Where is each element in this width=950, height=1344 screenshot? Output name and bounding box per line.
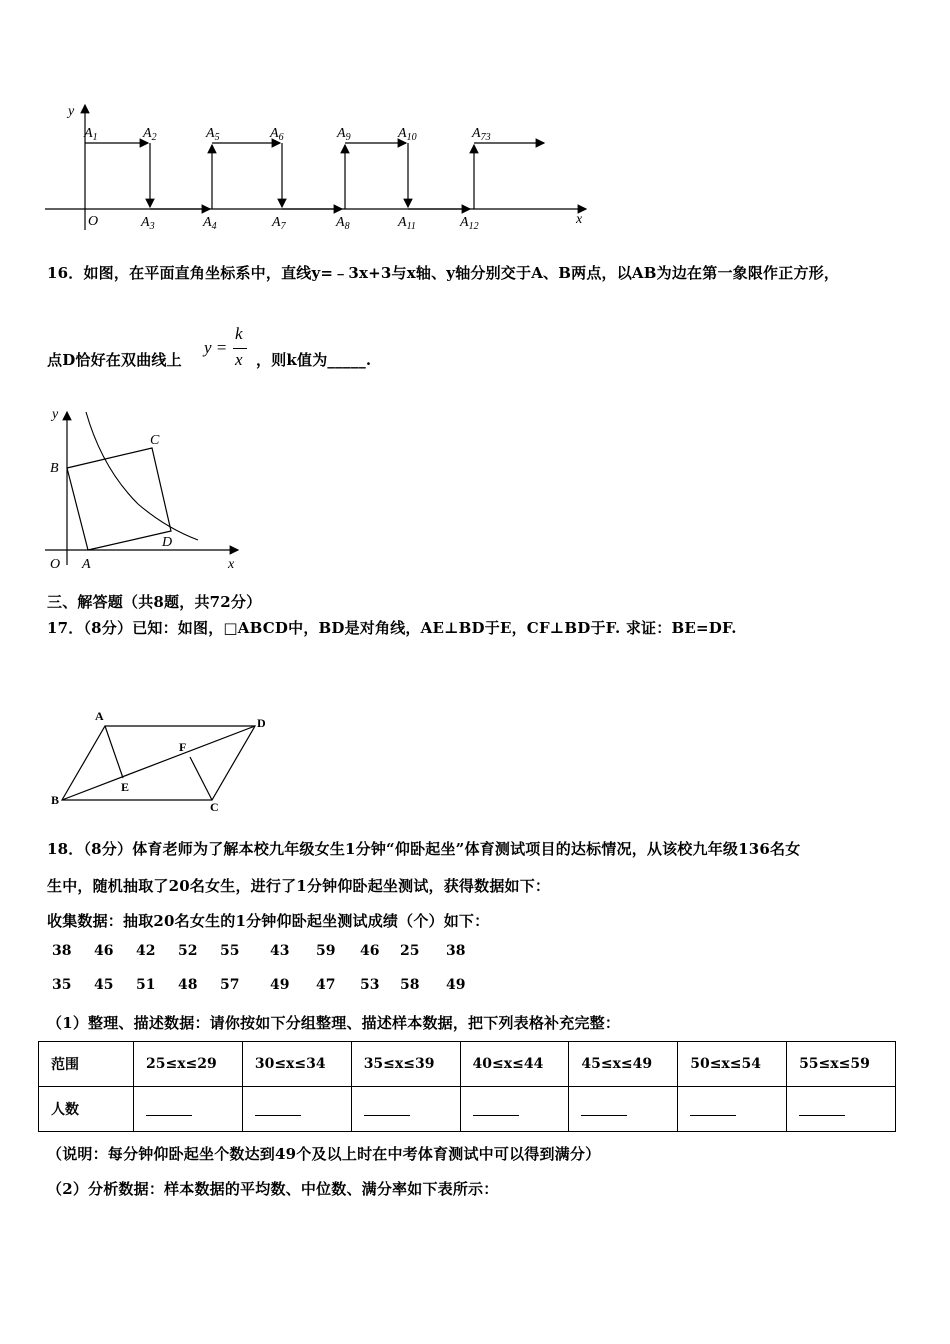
q18-line1: 18．（8分）体育老师为了解本校九年级女生1分钟“仰卧起坐”体育测试项目的达标情况，从该校九年级136名女 — [47, 840, 801, 858]
bottom-point-label: $A_{12}$ — [460, 215, 479, 232]
count-cell[interactable] — [569, 1087, 678, 1132]
count-cell[interactable] — [678, 1087, 787, 1132]
range-cell: 50≤x≤54 — [678, 1042, 787, 1087]
data-value: 38 — [446, 943, 466, 959]
formula-numerator: k — [235, 324, 243, 343]
data-value: 55 — [220, 943, 240, 959]
diagonal-bd — [62, 726, 255, 800]
answer-blank[interactable] — [473, 1103, 519, 1116]
top-point-label: $A_2$ — [143, 126, 157, 143]
data-value: 48 — [178, 977, 198, 993]
bottom-point-label: $A_7$ — [272, 215, 286, 232]
data-value: 53 — [360, 977, 380, 993]
bottom-point-label: $A_{11}$ — [398, 215, 416, 232]
top-point-label: $A_1$ — [84, 126, 98, 143]
data-value: 42 — [136, 943, 156, 959]
q16-line2-before: 点D恰好在双曲线上 — [47, 351, 182, 369]
data-value: 58 — [400, 977, 420, 993]
data-value: 52 — [178, 943, 198, 959]
table-row — [39, 1042, 896, 1087]
count-cell[interactable] — [460, 1087, 569, 1132]
data-value: 25 — [400, 943, 420, 959]
data-value: 46 — [360, 943, 380, 959]
table-row — [39, 1087, 896, 1132]
hyperbola-curve — [86, 412, 198, 540]
origin-label: O — [50, 557, 61, 572]
range-cell: 30≤x≤34 — [242, 1042, 351, 1087]
q16-formula — [204, 326, 252, 372]
data-value: 57 — [220, 977, 240, 993]
count-cell[interactable] — [134, 1087, 243, 1132]
formula-denominator: x — [235, 350, 243, 369]
answer-blank[interactable] — [364, 1103, 410, 1116]
point-d-label: D — [257, 716, 266, 730]
segment-ae — [105, 726, 123, 778]
point-e-label: E — [121, 780, 130, 794]
q16-line2-after: ，则k值为_____. — [256, 351, 372, 369]
data-value: 47 — [316, 977, 336, 993]
data-value: 35 — [52, 977, 72, 993]
range-cell: 25≤x≤29 — [134, 1042, 243, 1087]
data-value: 49 — [270, 977, 290, 993]
point-c-label: C — [210, 800, 219, 814]
figure-square-hyperbola — [40, 400, 250, 575]
point-b-label: B — [50, 461, 59, 476]
answer-blank[interactable] — [581, 1103, 627, 1116]
data-value: 46 — [94, 943, 114, 959]
range-cell: 55≤x≤59 — [787, 1042, 896, 1087]
range-cell: 45≤x≤49 — [569, 1042, 678, 1087]
bottom-point-label: $A_3$ — [141, 215, 155, 232]
q16-line1: 16．如图，在平面直角坐标系中，直线y=﹣3x+3与x轴、y轴分别交于A、B两点，以AB为边在第一象限作正方形， — [47, 264, 840, 282]
q18-line2: 生中，随机抽取了20名女生，进行了1分钟仰卧起坐测试，获得数据如下： — [47, 877, 551, 895]
answer-blank[interactable] — [690, 1103, 736, 1116]
table-head-label: 范围 — [39, 1042, 134, 1087]
q18-note: （说明：每分钟仰卧起坐个数达到49个及以上时在中考体育测试中可以得到满分） — [47, 1145, 601, 1163]
count-cell[interactable] — [787, 1087, 896, 1132]
origin-label: O — [88, 214, 99, 229]
table-count-label: 人数 — [39, 1087, 134, 1132]
answer-blank[interactable] — [799, 1103, 845, 1116]
y-label: y — [52, 407, 59, 422]
fraction-bar — [233, 348, 247, 349]
point-b-label: B — [51, 793, 60, 807]
data-value: 43 — [270, 943, 290, 959]
data-value: 51 — [136, 977, 156, 993]
x-label: x — [576, 212, 583, 227]
top-point-label: $A_{73}$ — [472, 126, 491, 143]
segment-cf — [190, 757, 212, 800]
point-f-label: F — [179, 740, 187, 754]
q18-part1: （1）整理、描述数据：请你按如下分组整理、描述样本数据，把下列表格补充完整： — [47, 1014, 621, 1032]
top-point-label: $A_{10}$ — [398, 126, 417, 143]
point-a-label: A — [82, 557, 91, 572]
point-d-label: D — [162, 535, 173, 550]
q17-text: 17．（8分）已知：如图，□ABCD中，BD是对角线，AE⊥BD于E，CF⊥BD于F. 求证：BE=DF. — [47, 619, 737, 637]
frequency-table — [38, 1041, 896, 1132]
q18-collect: 收集数据：抽取20名女生的1分钟仰卧起坐测试成绩（个）如下： — [47, 912, 490, 930]
bottom-point-label: $A_8$ — [336, 215, 350, 232]
formula-lhs: y = — [204, 338, 228, 357]
square-abcd — [67, 448, 171, 550]
range-cell: 40≤x≤44 — [460, 1042, 569, 1087]
data-value: 38 — [52, 943, 72, 959]
count-cell[interactable] — [242, 1087, 351, 1132]
data-value: 49 — [446, 977, 466, 993]
q18-part2: （2）分析数据：样本数据的平均数、中位数、满分率如下表所示： — [47, 1180, 499, 1198]
section-title: 三、解答题（共8题，共72分） — [47, 593, 262, 611]
count-cell[interactable] — [351, 1087, 460, 1132]
top-point-label: $A_6$ — [270, 126, 284, 143]
point-c-label: C — [150, 433, 160, 448]
bottom-point-label: $A_4$ — [203, 215, 217, 232]
range-cell: 35≤x≤39 — [351, 1042, 460, 1087]
data-value: 59 — [316, 943, 336, 959]
top-point-label: $A_5$ — [206, 126, 220, 143]
x-label: x — [228, 557, 235, 572]
point-a-label: A — [95, 709, 104, 723]
top-point-label: $A_9$ — [337, 126, 351, 143]
data-value: 45 — [94, 977, 114, 993]
answer-blank[interactable] — [255, 1103, 301, 1116]
y-label: y — [68, 104, 75, 119]
figure-parallelogram — [45, 705, 280, 817]
answer-blank[interactable] — [146, 1103, 192, 1116]
figure-step-path — [40, 95, 600, 235]
